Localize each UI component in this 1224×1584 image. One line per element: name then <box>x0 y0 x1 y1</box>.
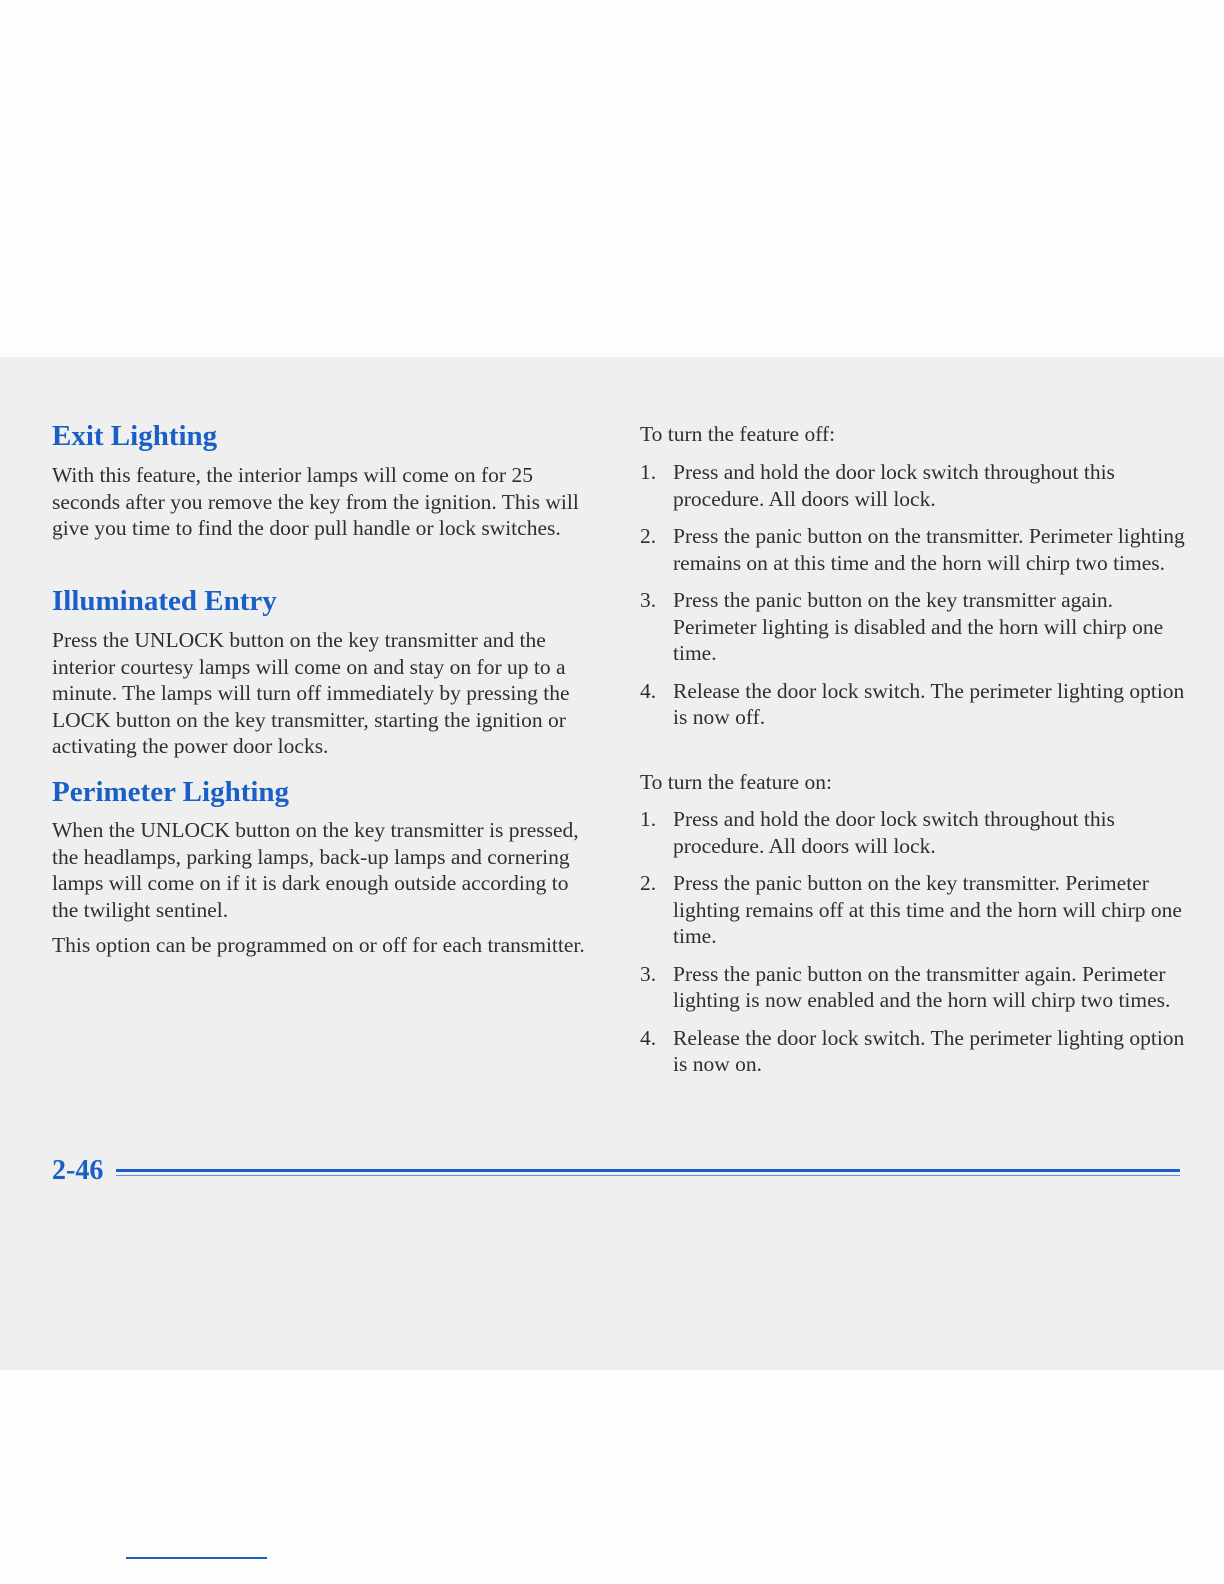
footer-rule-thin <box>116 1175 1180 1176</box>
turn-on-intro: To turn the feature on: <box>640 770 832 794</box>
step-number: 1. <box>640 460 657 484</box>
page-number: 2-46 <box>52 1155 104 1186</box>
list-item <box>640 806 1185 859</box>
perimeter-lighting-heading: Perimeter Lighting <box>52 776 290 808</box>
turn-off-steps <box>640 459 1185 742</box>
step-text: Press the panic button on the transmitter again. Perimeter lighting is now enabled and the horn will chirp two times. <box>673 961 1171 1012</box>
step-text: Press and hold the door lock switch throughout this procedure. All doors will lock. <box>673 807 1115 858</box>
step-number: 3. <box>640 961 657 986</box>
illuminated-entry-heading: Illuminated Entry <box>52 585 277 617</box>
turn-on-steps <box>640 806 1185 1089</box>
list-item <box>640 459 1185 512</box>
step-text: Press the panic button on the transmitter. Perimeter lighting remains on at this time and the horn will chirp two times. <box>673 524 1185 575</box>
exit-lighting-body: With this feature, the interior lamps will come on for 25 seconds after you remove the key from the ignition. This will give you time to find the door pull handle or lock switches. <box>52 463 579 540</box>
list-item <box>640 523 1185 576</box>
step-text: Press the panic button on the key transmitter again. Perimeter lighting is disabled and the horn will chirp one time. <box>673 588 1164 665</box>
turn-off-intro: To turn the feature off: <box>640 422 836 446</box>
exit-lighting-heading: Exit Lighting <box>52 420 218 452</box>
page-footer <box>52 1154 1182 1188</box>
step-number: 2. <box>640 871 657 895</box>
step-number: 1. <box>640 807 657 831</box>
footer-rule <box>116 1169 1180 1172</box>
list-item <box>640 587 1185 667</box>
illuminated-entry-body: Press the UNLOCK button on the key transmitter and the interior courtesy lamps will come on and stay on for up to a minute. The lamps will turn off immediately by pressing the LOCK button on the key transmitter, starting the ignition or activating the power door locks. <box>52 628 570 758</box>
perimeter-lighting-body-2: This option can be programmed on or off for each transmitter. <box>52 933 585 957</box>
step-number: 3. <box>640 588 657 612</box>
step-number: 4. <box>640 1025 657 1050</box>
list-item <box>640 961 1185 1014</box>
step-number: 2. <box>640 524 657 548</box>
step-text: Release the door lock switch. The perimeter lighting option is now on. <box>673 1025 1185 1076</box>
step-text: Press the panic button on the key transmitter. Perimeter lighting remains off at this time and the horn will chirp one time. <box>673 871 1182 948</box>
list-item <box>640 678 1185 731</box>
step-number: 4. <box>640 678 657 703</box>
list-item <box>640 1025 1185 1078</box>
perimeter-lighting-body: When the UNLOCK button on the key transmitter is pressed, the headlamps, parking lamps, back-up lamps and cornering lamps will come on if it is dark enough outside according to the twilight sentinel. <box>52 818 579 922</box>
list-item <box>640 870 1185 950</box>
step-text: Release the door lock switch. The perimeter lighting option is now off. <box>673 678 1185 729</box>
bottom-divider <box>126 1557 267 1559</box>
manual-page-panel <box>0 357 1224 1370</box>
step-text: Press and hold the door lock switch throughout this procedure. All doors will lock. <box>673 460 1115 511</box>
